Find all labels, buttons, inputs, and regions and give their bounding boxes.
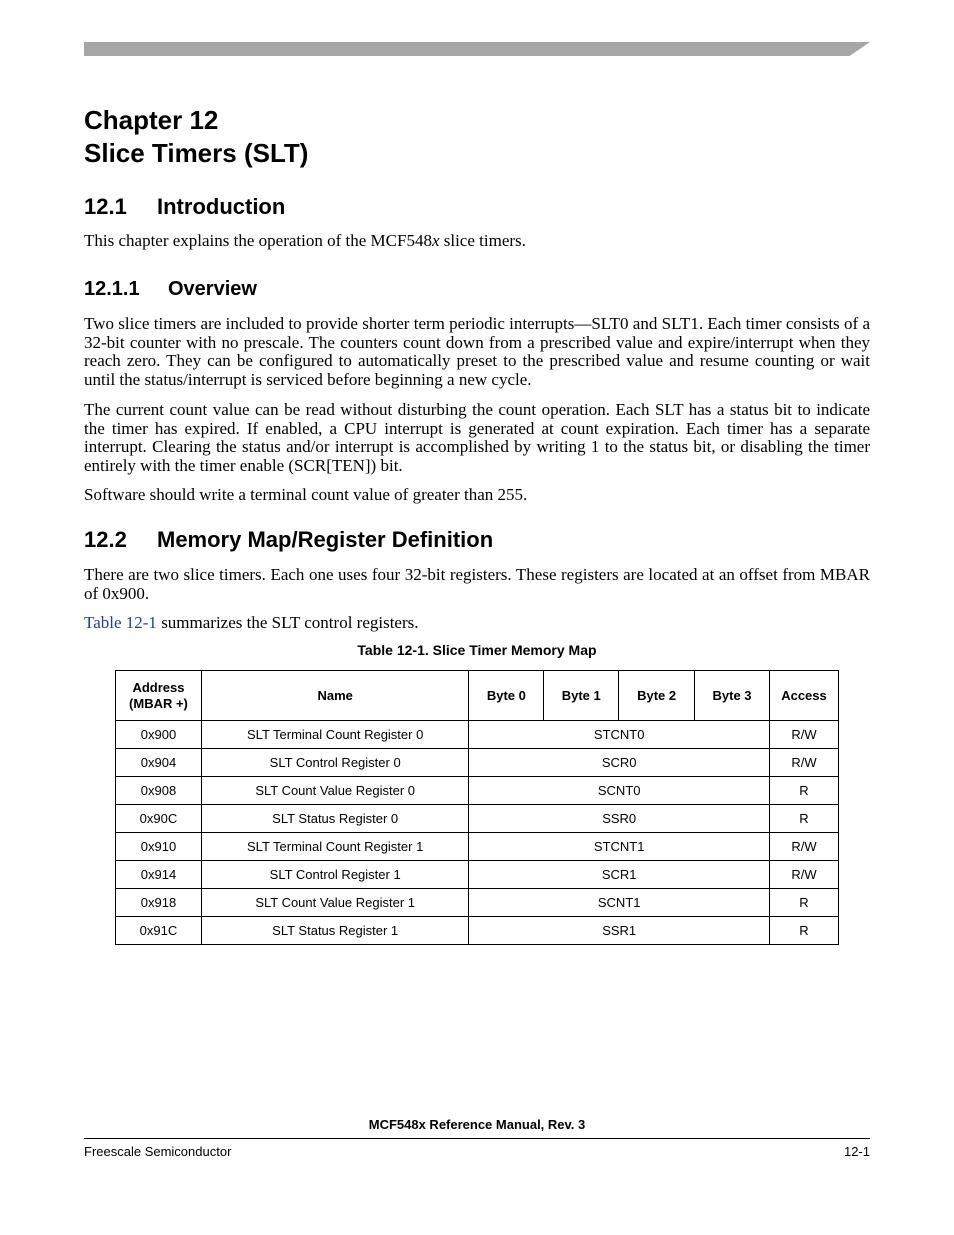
chapter-number: Chapter 12 [84, 105, 219, 135]
section-title: Overview [168, 278, 257, 300]
cell-register: SSR0 [469, 805, 770, 833]
cell-access: R [769, 889, 838, 917]
table-link[interactable]: Table 12-1 [84, 613, 157, 632]
section-number: 12.1.1 [84, 278, 140, 300]
chapter-title [84, 104, 308, 170]
cell-register: SCR0 [469, 749, 770, 777]
overview-paragraph-2: The current count value can be read without disturbing the count operation. Each SLT has a status bit to indicate the timer has expired. If enabled, a CPU interrupt is generated at count expiration. Each timer has a separate interrupt. Clearing the status and/or interrupt is accomplished by writing 1 to the status bit, or disabling the timer entirely with the timer enable (SCR[TEN]) bit. [84, 400, 870, 475]
cell-address: 0x904 [116, 749, 202, 777]
cell-access: R [769, 805, 838, 833]
intro-text: This chapter explains the operation of the MCF548 [84, 231, 432, 250]
cell-address: 0x918 [116, 889, 202, 917]
overview-paragraph-3: Software should write a terminal count value of greater than 255. [84, 485, 528, 504]
memory-map-paragraph-1: There are two slice timers. Each one uses four 32-bit registers. These registers are located at an offset from MBAR of 0x900. [84, 565, 870, 603]
table-row [116, 805, 839, 833]
cell-name: SLT Count Value Register 1 [201, 889, 468, 917]
cell-register: SCR1 [469, 861, 770, 889]
cell-access: R [769, 917, 838, 945]
cell-address: 0x900 [116, 721, 202, 749]
cell-register: SCNT0 [469, 777, 770, 805]
table-row [116, 749, 839, 777]
cell-register: STCNT1 [469, 833, 770, 861]
cell-access: R/W [769, 749, 838, 777]
section-heading-memory-map [84, 527, 493, 553]
table-row [116, 889, 839, 917]
cell-address: 0x91C [116, 917, 202, 945]
cell-address: 0x908 [116, 777, 202, 805]
section-number: 12.1 [84, 194, 127, 219]
header-byte0: Byte 0 [469, 671, 544, 721]
header-address [116, 671, 202, 721]
cell-address: 0x914 [116, 861, 202, 889]
footer-page-number: 12-1 [843, 1144, 870, 1159]
header-bar [84, 42, 870, 56]
cell-register: SSR1 [469, 917, 770, 945]
cell-address: 0x90C [116, 805, 202, 833]
intro-text-italic: x [431, 231, 440, 250]
header-address-line2: (MBAR +) [129, 695, 188, 711]
intro-text-end: slice timers. [439, 231, 526, 250]
cell-name: SLT Status Register 0 [201, 805, 468, 833]
table-caption: Table 12-1. Slice Timer Memory Map [357, 642, 597, 658]
cell-access: R [769, 777, 838, 805]
table-header-row [116, 671, 839, 721]
section-title: Memory Map/Register Definition [157, 527, 494, 552]
header-byte3: Byte 3 [695, 671, 770, 721]
table-row [116, 777, 839, 805]
footer-rule [84, 1138, 870, 1139]
table-row [116, 721, 839, 749]
footer-company: Freescale Semiconductor [84, 1144, 232, 1159]
header-address-line1: Address [132, 679, 185, 695]
table-row [116, 833, 839, 861]
section-heading-overview [84, 277, 257, 301]
cell-register: SCNT1 [469, 889, 770, 917]
memory-map-paragraph-2 [84, 614, 870, 633]
cell-name: SLT Status Register 1 [201, 917, 468, 945]
cell-name: SLT Count Value Register 0 [201, 777, 468, 805]
cell-access: R/W [769, 833, 838, 861]
header-access: Access [769, 671, 838, 721]
cell-name: SLT Terminal Count Register 0 [201, 721, 468, 749]
cell-name: SLT Control Register 1 [201, 861, 468, 889]
cell-name: SLT Control Register 0 [201, 749, 468, 777]
slice-timer-memory-map-table [115, 670, 839, 945]
cell-register: STCNT0 [469, 721, 770, 749]
table-row [116, 861, 839, 889]
footer-manual-title: MCF548x Reference Manual, Rev. 3 [368, 1117, 586, 1132]
cell-access: R/W [769, 861, 838, 889]
table-row [116, 917, 839, 945]
chapter-name: Slice Timers (SLT) [84, 138, 309, 168]
cell-address: 0x910 [116, 833, 202, 861]
intro-paragraph [84, 232, 870, 251]
overview-paragraph-1: Two slice timers are included to provide shorter term periodic interrupts—SLT0 and SLT1. Each timer consists of a 32-bit counter with no prescale. The counters count down from a prescribed value and expire/interrupt when they reach zero. They can be configured to automatically preset to the prescribed value and resume counting or wait until the status/interrupt is serviced before beginning a new cycle. [84, 314, 870, 389]
header-name: Name [201, 671, 468, 721]
paragraph-text: summarizes the SLT control registers. [156, 613, 419, 632]
header-byte1: Byte 1 [544, 671, 619, 721]
section-title: Introduction [157, 194, 286, 219]
cell-access: R/W [769, 721, 838, 749]
header-byte2: Byte 2 [619, 671, 695, 721]
section-heading-introduction [84, 194, 285, 220]
section-number: 12.2 [84, 527, 127, 552]
cell-name: SLT Terminal Count Register 1 [201, 833, 468, 861]
